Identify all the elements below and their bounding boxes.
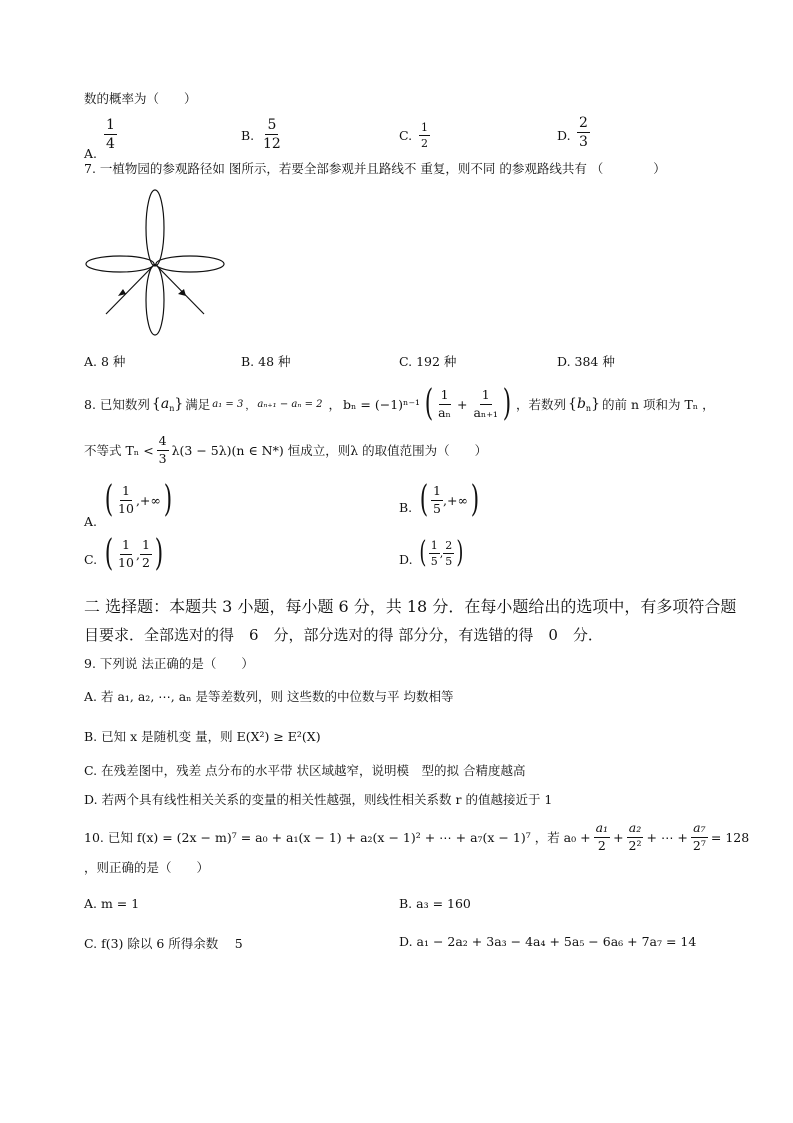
q6-stem-tail: 数的概率为（ ）: [84, 91, 197, 106]
q8-frac-four-thirds: [157, 435, 169, 465]
q8-frac2-num: 1: [480, 389, 492, 405]
q8-frac-2: [471, 389, 499, 419]
q10-frac-a2: [627, 822, 644, 852]
q8-seq-b-brace: $\{b_n\}$: [568, 395, 600, 413]
q8-seq-b-sub: n: [585, 403, 592, 413]
q6-d-numerator: 2: [579, 115, 588, 131]
q10-frac-a7: [691, 822, 708, 852]
q8-c-num2: 1: [140, 539, 152, 555]
q6-option-b-fraction: [261, 118, 283, 151]
q10-plus: +: [613, 829, 624, 845]
q9-option-a[interactable]: A. 若 a₁, a₂, ⋯, aₙ 是等差数列，则 这些数的中位数与平 均数相等: [84, 689, 454, 704]
q8-seq-b: b: [576, 395, 586, 412]
q7-stem: 7. 一植物园的参观路径如 图所示，若要全部参观并且路线不 重复，则不同 的参观路线共有 （ ）: [84, 161, 666, 176]
q8-b-num: 1: [431, 485, 443, 501]
q8-mid: ，若数列: [516, 397, 567, 412]
top-loop: [146, 190, 164, 266]
q7-option-c[interactable]: C. 192 种: [399, 354, 457, 369]
q10-two: 2: [597, 837, 606, 853]
q6-option-a-label: A.: [84, 146, 98, 161]
q9-option-c[interactable]: C. 在残差图中，残差 点分布的水平带 状区域越窄，说明模 型的拟 合精度越高: [84, 763, 526, 778]
q9-option-d[interactable]: D. 若两个具有线性相关关系的变量的相关性越强，则线性相关系数 r 的值越接近于 1: [84, 792, 553, 807]
q6-option-c-fraction: [419, 122, 430, 149]
q10-stem-line2: ，则正确的是（ ）: [84, 860, 210, 875]
q8-c-num1: 1: [120, 539, 132, 555]
q10-a2: a₂: [627, 822, 643, 838]
q10-option-a[interactable]: A. m = 1: [84, 896, 140, 911]
q8-frac-1: [436, 389, 453, 419]
q8-plus: +: [456, 396, 468, 412]
q8-d-den1: 5: [430, 554, 438, 568]
q8-d-num1: 1: [430, 538, 438, 552]
q10-expansion: 10. 已知 f(x) = (2x − m)⁷ = a₀ + a₁(x − 1) + a₂(x − 1)² + ⋯ + a₇(x − 1)⁷ ，若 a₀ +: [84, 830, 591, 845]
q8-ineq-end: λ(3 − 5λ)(n ∈ N*) 恒成立，则λ 的取值范围为（ ）: [171, 443, 488, 458]
q8-seq-a: a: [160, 395, 170, 412]
q8-frac1-den: aₙ: [438, 404, 451, 420]
q6-d-denominator: 3: [579, 134, 588, 150]
q6-a-denominator: 4: [106, 136, 115, 152]
q8-option-a-label: A.: [84, 514, 98, 529]
q8-cond2: aₙ₊₁ − aₙ = 2: [257, 398, 323, 410]
q6-a-numerator: 1: [106, 117, 115, 133]
q8-d-num2: 2: [445, 538, 453, 552]
q8-d-frac1: [429, 540, 440, 567]
q9-stem: 9. 下列说 法正确的是（ ）: [84, 656, 254, 671]
q10-option-c[interactable]: C. f(3) 除以 6 所得余数 5: [84, 936, 243, 951]
q8-ineq-start: 不等式 Tₙ <: [84, 443, 154, 458]
q8-three: 3: [158, 450, 167, 466]
bottom-loop: [146, 265, 164, 335]
right-loop: [156, 256, 224, 272]
q10-a7: a₇: [691, 822, 707, 838]
q9-option-b[interactable]: B. 已知 x 是随机变 量，则 E(X²) ≥ E²(X): [84, 729, 321, 744]
q8-seq-a-brace: $\{a_n\}$: [151, 395, 184, 413]
q8-option-d-label: D.: [399, 552, 413, 567]
q8-stem-line2: [84, 430, 487, 470]
q6-b-denominator: 12: [263, 136, 281, 152]
q8-option-d-interval: ( $\frac{1}{5}$ , $\frac{2}{5}$ ): [419, 535, 464, 570]
q8-option-a-interval: ( $\frac{1}{10}$ ,+∞ ): [104, 479, 173, 520]
q8-c-den2: 2: [141, 554, 150, 570]
q8-b-tail: ,+∞: [443, 492, 468, 508]
q8-frac2-den: aₙ₊₁: [473, 404, 498, 420]
exit-arrow-icon: [178, 289, 186, 296]
q10-option-b[interactable]: B. a₃ = 160: [399, 896, 471, 911]
q8-c-frac2: [140, 539, 152, 569]
q8-d-frac2: [443, 540, 454, 567]
q8-option-b-label: B.: [399, 500, 413, 515]
q6-option-b-label: B.: [241, 128, 255, 143]
q6-c-denominator: 2: [421, 137, 428, 150]
q8-satisfy: 满足: [185, 397, 211, 412]
q8-a-frac: [116, 485, 136, 515]
q8-a-num: 1: [120, 485, 132, 501]
q10-two-squared: 2²: [628, 837, 642, 853]
q8-stem-line1: 8. 已知数列 $\{a_n\}$ 满足 a₁ = 3 ， aₙ₊₁ − aₙ = 2 ， bₙ = (−1)ⁿ⁻¹ ( $\frac{1}{\text{aₙ}}$ + $\frac{1}{\text{aₙ₊₁}}$ ) ，若数列 $\{b_n\}$ 的前 n 项和为 Tₙ ，: [84, 383, 715, 424]
q6-c-numerator: 1: [421, 121, 428, 134]
q10-option-d[interactable]: D. a₁ − 2a₂ + 3a₃ − 4a₄ + 5a₅ − 6a₆ + 7a₇ = 14: [399, 934, 697, 949]
section2-instructions-line2: 目要求．全部选对的得 6 分，部分选对的得 部分分，有选错的得 0 分．: [84, 626, 603, 644]
left-loop: [86, 256, 154, 272]
q10-stem-line1: [84, 816, 749, 858]
q8-c-den1: 10: [118, 554, 134, 570]
q10-dots: + ⋯ +: [646, 829, 688, 845]
q8-cond1: a₁ = 3: [212, 398, 244, 410]
q6-option-d-label: D.: [557, 128, 571, 143]
q6-option-a-fraction: [104, 118, 117, 151]
q8-prefix: 8. 已知数列: [84, 397, 150, 412]
q8-four: 4: [157, 435, 169, 451]
q10-equals-128: = 128: [710, 829, 750, 845]
q8-option-b-interval: ( $\frac{1}{5}$ ,+∞ ): [419, 479, 480, 520]
q8-option-c-label: C.: [84, 552, 98, 567]
q10-two-seventh: 2⁷: [692, 837, 706, 853]
q8-d-den2: 5: [445, 554, 453, 568]
q8-bn-paren: ( $\frac{1}{\text{aₙ}}$ + $\frac{1}{\text{aₙ₊₁}}$ ): [424, 383, 512, 424]
q8-b-frac: [431, 485, 443, 515]
q6-b-numerator: 5: [267, 117, 277, 133]
q8-option-c-interval: ( $\frac{1}{10}$ , $\frac{1}{2}$ ): [104, 533, 164, 574]
section2-instructions-line1: 二 选择题：本题共 3 小题，每小题 6 分，共 18 分．在每小题给出的选项中，有多项符合题: [84, 597, 737, 616]
q8-bn: bₙ = (−1)ⁿ⁻¹: [343, 396, 421, 412]
q8-a-tail: ,+∞: [135, 492, 161, 508]
q7-option-a[interactable]: A. 8 种: [84, 354, 126, 369]
q8-b-den: 5: [433, 500, 441, 516]
q10-frac-a1: [594, 822, 610, 852]
q6-option-d-fraction: [577, 116, 590, 149]
q8-seq-a-sub: n: [169, 403, 175, 413]
q10-a1: a₁: [594, 822, 610, 838]
q7-option-d[interactable]: D. 384 种: [557, 354, 615, 369]
q8-c-frac1: [116, 539, 136, 569]
q7-option-b[interactable]: B. 48 种: [241, 354, 291, 369]
garden-path-figure: [80, 188, 260, 340]
q6-option-c-label: C.: [399, 128, 413, 143]
q8-suffix: 的前 n 项和为 Tₙ ，: [601, 397, 715, 412]
q8-frac1-num: 1: [439, 389, 451, 405]
q8-a-den: 10: [118, 500, 134, 516]
